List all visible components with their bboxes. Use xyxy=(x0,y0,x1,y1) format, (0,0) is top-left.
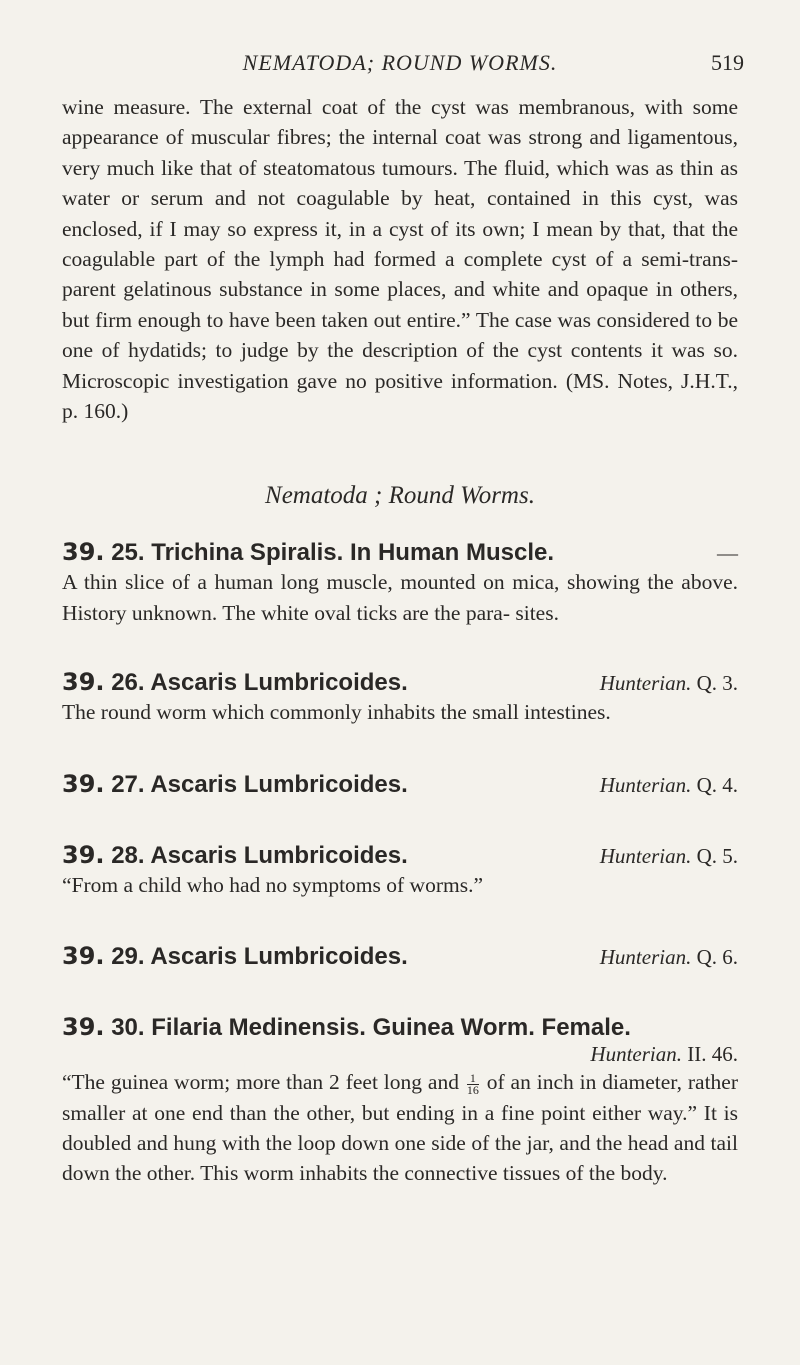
entry-text-part2: of an inch in diameter, rather smaller at one end than the other, but ending in a fine point either way.” It is doubled and hung with the loop down one side of the jar, and the head and tail down the other. This worm inhabits the connective tissues of the body. xyxy=(62,1070,738,1186)
entry-subnumber: 26. xyxy=(111,669,145,697)
entry-heading xyxy=(62,538,738,567)
catalogue-entry xyxy=(62,770,738,799)
entry-ref-number: Q. 4. xyxy=(696,772,738,797)
catalogue-entry xyxy=(62,538,738,628)
entry-title: Filaria Medinensis. Guinea Worm. Female. xyxy=(151,1014,631,1042)
entry-number: 39. xyxy=(62,538,105,567)
entry-reference xyxy=(600,671,738,696)
entry-reference xyxy=(600,844,738,869)
entry-reference xyxy=(600,773,738,798)
entry-subnumber: 30. xyxy=(111,1014,145,1042)
entry-number: 39. xyxy=(62,840,105,869)
fraction-denominator: 16 xyxy=(466,1082,479,1097)
section-heading-part2: Round Worms. xyxy=(388,482,535,510)
entry-text: The round worm which commonly inhabits the small intestines. xyxy=(62,700,611,725)
entry-subnumber: 25. xyxy=(111,539,145,567)
entry-heading xyxy=(62,942,738,971)
intro-paragraph: wine measure. The external coat of the cyst was membranous, with some appearance of muscular fibres; the internal coat was strong and ligamentous, very much like that of steatomatous tumours. The fluid, which was as thin as water or serum and not coagulable by heat, contained in this cyst, was enclosed, if I may so express it, in a cyst of its own; I mean by that, that the coagulable part of the lymph had formed a complete cyst of a semi-trans- parent gelatinous substance in some places, and white and opaque in others, but firm enough to have been taken out entire.” The case was considered to be one of hydatids; to judge by the description of the cyst contents it was so. Microscopic investigation gave no positive information. (MS. Notes, J.H.T., p. 160.) xyxy=(62,95,738,424)
fraction-numerator: 1 xyxy=(467,1073,479,1085)
page-number: 519 xyxy=(711,50,744,75)
entry-ref-number: — xyxy=(717,541,738,566)
entry-number: 39. xyxy=(62,1013,105,1042)
entry-text: “From a child who had no symptoms of worms.” xyxy=(62,872,483,897)
entry-title: Ascaris Lumbricoides. xyxy=(150,770,408,798)
catalogue-entry xyxy=(62,1013,738,1189)
entry-subnumber: 29. xyxy=(111,943,145,971)
entry-reference xyxy=(717,541,738,566)
entry-reference xyxy=(600,945,738,970)
entry-ref-number: Q. 5. xyxy=(696,843,738,868)
entry-text-part1: “The guinea worm; more than 2 feet long and xyxy=(62,1070,459,1095)
running-head-title: NEMATODA; ROUND WORMS. xyxy=(242,50,558,75)
entry-reference xyxy=(62,1042,738,1067)
entry-text xyxy=(62,1067,738,1189)
page-content xyxy=(62,92,738,1189)
entry-subnumber: 27. xyxy=(111,770,145,798)
entry-ref-source: Hunterian. xyxy=(599,772,692,797)
entry-number: 39. xyxy=(62,668,105,697)
entry-heading xyxy=(62,1013,738,1042)
entry-title: Ascaris Lumbricoides. xyxy=(150,841,408,869)
entry-heading xyxy=(62,841,738,870)
entry-text: A thin slice of a human long muscle, mounted on mica, showing the above. History unknown. The white oval ticks are the para- sites. xyxy=(62,570,738,625)
entry-subnumber: 28. xyxy=(111,841,145,869)
entry-ref-number: Q. 3. xyxy=(696,671,738,696)
entry-ref-source: Hunterian. xyxy=(599,843,692,868)
catalogue-entry xyxy=(62,942,738,971)
catalogue-entry xyxy=(62,668,738,727)
entry-ref-source: Hunterian. xyxy=(599,671,692,696)
entry-title: Ascaris Lumbricoides. xyxy=(150,943,408,971)
section-heading-part1: Nematoda ; xyxy=(265,482,383,510)
catalogue-entry xyxy=(62,841,738,900)
running-head xyxy=(0,50,800,80)
entry-ref-number: Q. 6. xyxy=(696,945,738,970)
entry-ref-number: II. 46. xyxy=(687,1042,738,1067)
entry-title: Trichina Spiralis. In Human Muscle. xyxy=(151,539,555,567)
entry-heading xyxy=(62,770,738,799)
entry-ref-source: Hunterian. xyxy=(590,1042,682,1067)
entry-ref-source: Hunterian. xyxy=(599,945,692,970)
entry-heading xyxy=(62,668,738,697)
entry-number: 39. xyxy=(62,769,105,798)
section-heading xyxy=(62,482,738,510)
fraction xyxy=(466,1070,479,1097)
entry-number: 39. xyxy=(62,942,105,971)
entry-title: Ascaris Lumbricoides. xyxy=(150,669,408,697)
